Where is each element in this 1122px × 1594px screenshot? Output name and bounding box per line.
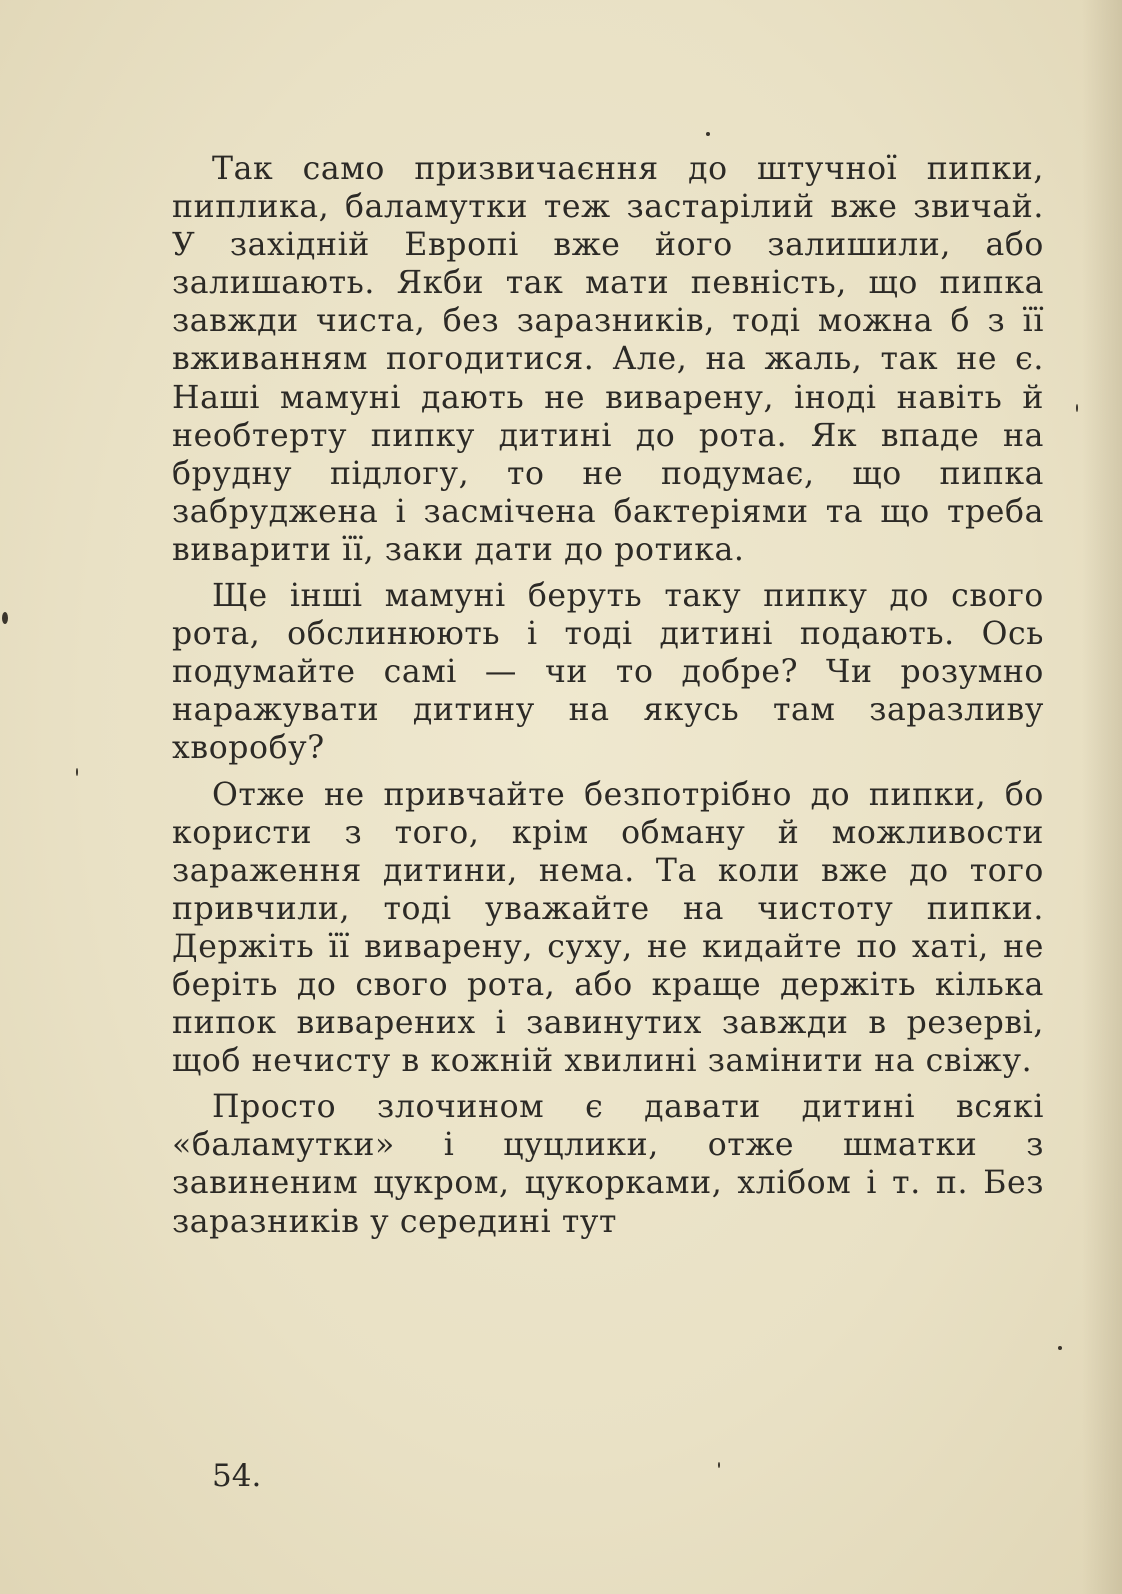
ink-speck — [1058, 1346, 1062, 1350]
page-number: 54. — [212, 1458, 262, 1494]
page-edge-shadow — [1082, 0, 1122, 1594]
ink-speck — [1076, 404, 1078, 412]
ink-speck — [706, 132, 710, 136]
body-text — [172, 150, 1044, 1241]
paragraph: Ще інші мамуні беруть таку пипку до свого рота, обслинюють і тоді дитині подають. Ось подумайте самі — чи то добре? Чи розумно наражувати дитину на якусь там заразливу хворобу? — [172, 578, 1044, 767]
ink-speck — [2, 612, 8, 624]
paragraph: Отже не привчайте безпотрібно до пипки, бо користи з того, крім обману й можливости зараження дитини, нема. Та коли вже до того привчили, тоді уважайте на чистоту пипки. Держіть її виварену, суху, не кидайте по хаті, не беріть до свого рота, або краще держіть кілька пипок виварених і завинутих завжди в резерві, щоб нечисту в кожній хвилині замінити на свіжу. — [172, 776, 1044, 1080]
ink-speck — [718, 1462, 720, 1468]
ink-speck — [76, 768, 78, 776]
paragraph: Так само призвичаєння до штучної пипки, пиплика, баламутки теж застарілий вже звичай. У західній Европі вже його залишили, або залишають. Якби так мати певність, що пипка завжди чиста, без заразників, тоді можна б з її вживанням погодитися. Але, на жаль, так не є. Наші мамуні дають не виварену, іноді навіть й необтерту пипку дитині до рота. Як впаде на брудну підлогу, то не подумає, що пипка забруджена і засмічена бактеріями та що треба виварити її, заки дати до ротика. — [172, 151, 1044, 568]
paragraph: Просто злочином є давати дитині всякі «баламутки» і цуцлики, отже шматки з завиненим цукром, цукорками, хлібом і т. п. Без заразників у середині тут — [172, 1089, 1044, 1240]
